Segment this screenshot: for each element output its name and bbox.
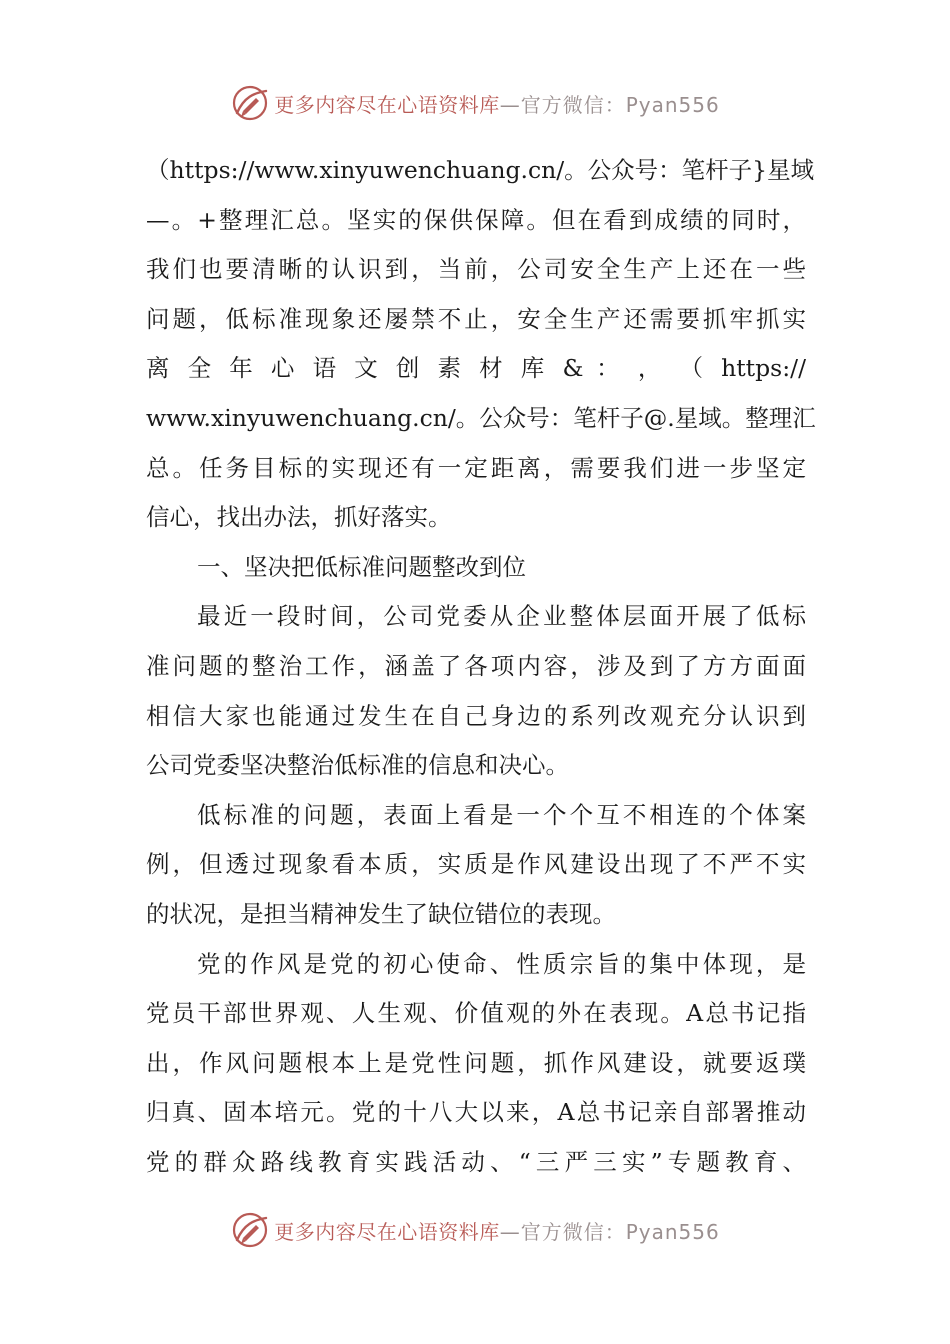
text-line: 问题，低标准现象还屡禁不止，安全生产还需要抓牢抓实	[146, 304, 806, 333]
text-line: 低标准的问题，表面上看是一个个互不相连的个体案	[197, 800, 806, 829]
header-banner	[0, 78, 950, 128]
text-line: 离 全 年 心 语 文 创 素 材 库 & ： ， （ https://	[146, 354, 806, 383]
text-line: 例，但透过现象看本质，实质是作风建设出现了不严不实	[146, 850, 806, 879]
banner-main-text: 更多内容尽在心语资料库	[274, 1219, 500, 1244]
text-line: 我们也要清晰的认识到，当前，公司安全生产上还在一些	[146, 255, 806, 284]
text-line: 归真、固本培元。党的十八大以来，A总书记亲自部署推动	[146, 1098, 806, 1127]
pen-logo-icon	[230, 1210, 270, 1250]
banner-contact: —官方微信：Pyan556	[499, 92, 720, 117]
text-line: www.xinyuwenchuang.cn/。公众号：笔杆子@.星域。整理汇	[146, 403, 816, 432]
banner-text	[274, 1216, 720, 1245]
document-body	[146, 146, 816, 1187]
footer-banner	[0, 1205, 950, 1255]
text-line: 准问题的整治工作，涵盖了各项内容，涉及到了方方面面	[146, 651, 806, 680]
text-line: 党员干部世界观、人生观、价值观的外在表现。A总书记指	[146, 999, 806, 1028]
text-line: 最近一段时间，公司党委从企业整体层面开展了低标	[197, 602, 806, 631]
text-line: 党的群众路线教育实践活动、“三严三实”专题教育、	[146, 1147, 806, 1176]
text-line: 相信大家也能通过发生在自己身边的系列改观充分认识到	[146, 701, 806, 730]
pen-logo-icon	[230, 83, 270, 123]
text-line: 党的作风是党的初心使命、性质宗旨的集中体现，是	[197, 949, 806, 978]
text-line: 信心，找出办法，抓好落实。	[146, 503, 452, 532]
text-line: —。+整理汇总。坚实的保供保障。但在看到成绩的同时，	[146, 205, 806, 234]
text-line: （https://www.xinyuwenchuang.cn/。公众号：笔杆子}星域	[146, 156, 815, 184]
text-line: 出，作风问题根本上是党性问题，抓作风建设，就要返璞	[146, 1048, 806, 1077]
banner-text	[274, 89, 720, 118]
text-line: 一、坚决把低标准问题整改到位	[197, 552, 526, 581]
banner-contact: —官方微信：Pyan556	[499, 1219, 720, 1244]
text-line: 总。任务目标的实现还有一定距离，需要我们进一步坚定	[146, 453, 806, 482]
banner-main-text: 更多内容尽在心语资料库	[274, 92, 500, 117]
text-line: 公司党委坚决整治低标准的信息和决心。	[146, 751, 569, 780]
text-line: 的状况，是担当精神发生了缺位错位的表现。	[146, 899, 616, 928]
